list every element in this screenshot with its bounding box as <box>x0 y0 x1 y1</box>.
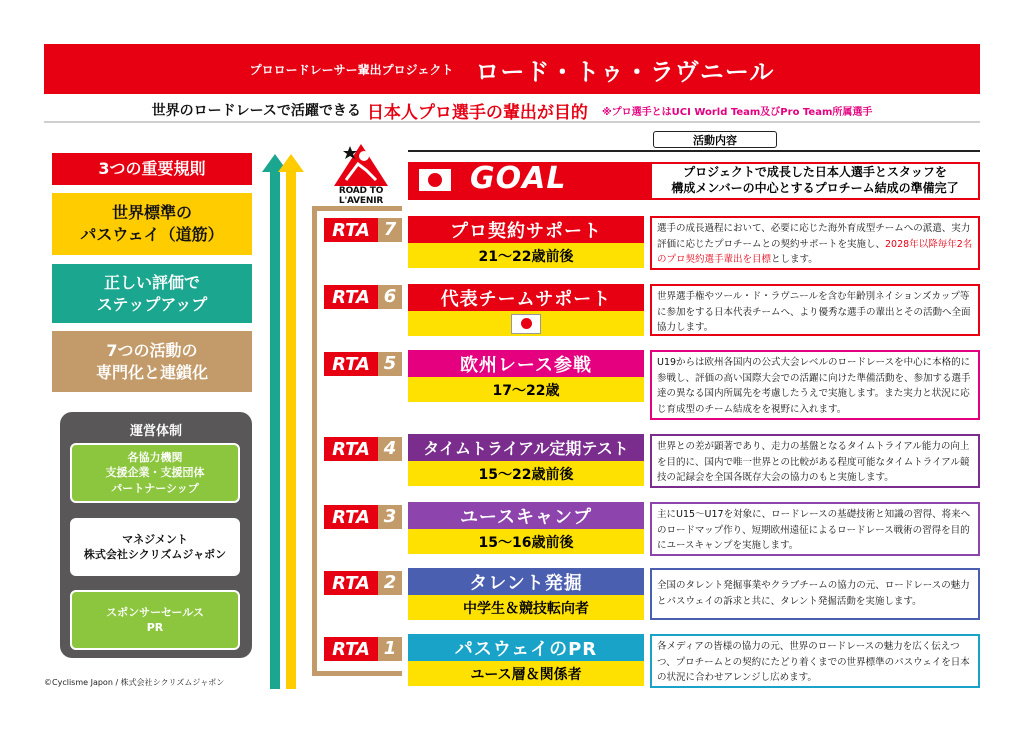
management-card-management <box>70 518 240 576</box>
rta-word: RTA <box>332 219 370 241</box>
management-card-partners <box>70 443 240 503</box>
goal-desc-line: プロジェクトで成長した日本人選手とスタッフを <box>683 165 947 180</box>
japan-flag-dot <box>428 173 442 187</box>
card-line: PR <box>146 621 164 634</box>
rta-tag-7 <box>324 218 402 242</box>
japan-flag-icon <box>511 314 541 334</box>
banner-title: ロード・トゥ・ラヴニール <box>475 57 775 86</box>
desc-highlight: 2028年以降毎年2名のプロ契約選手輩出を目標 <box>657 238 973 266</box>
stage-sub-6 <box>408 311 644 336</box>
stage-desc-4: 世界との差が顕著であり、走力の基盤となるタイムトライアル能力の向上を目的に、国内で唯一世界との比較がある程度可能なタイムトライアル競技の記録会を全国各既存大会の協力のもと実施します。 <box>650 434 980 488</box>
card-line: スポンサーセールス <box>106 605 204 619</box>
pillar-seven-activities <box>52 331 252 392</box>
stage-sub-4: 15〜22歳前後 <box>408 461 644 486</box>
logo-text: ROAD TO L'AVENIR <box>338 186 384 206</box>
stage-sub-7: 21〜22歳前後 <box>408 243 644 268</box>
up-arrow-yellow-icon <box>278 154 304 689</box>
rta-word: RTA <box>332 506 370 528</box>
stage-sub-5: 17〜22歳 <box>408 377 644 402</box>
activity-label: 活動内容 <box>653 131 777 148</box>
rta-number: 3 <box>378 505 402 529</box>
subtitle-part-a: 世界のロードレースで活躍できる <box>151 103 361 119</box>
rta-number: 4 <box>378 437 402 461</box>
management-card-sponsor <box>70 590 240 650</box>
stage-desc-7 <box>650 216 980 270</box>
card-line: 株式会社シクリズムジャポン <box>83 548 227 561</box>
rta-tag-6 <box>324 285 402 309</box>
stage-title-7: プロ契約サポート <box>408 216 644 243</box>
card-line: 各協力機関 <box>127 450 183 464</box>
stage-title-3: ユースキャンプ <box>408 502 644 529</box>
copyright: ©Cyclisme Japon / 株式会社シクリズムジャポン <box>44 678 225 687</box>
pillar-text: 世界標準の <box>111 203 192 223</box>
pillar-world-pathway <box>52 193 252 255</box>
rta-word: RTA <box>332 286 370 308</box>
activity-divider <box>408 150 980 152</box>
card-line: マネジメント <box>122 532 188 546</box>
stage-sub-1: ユース層＆関係者 <box>408 661 644 686</box>
goal-desc-line: 構成メンバーの中心とするプロチーム結成の準備完了 <box>671 181 959 195</box>
subtitle-row <box>44 99 980 123</box>
pillar-text: 7つの活動の <box>106 340 198 360</box>
pillar-step-up <box>52 264 252 323</box>
goal-title: GOAL <box>470 161 567 196</box>
rta-number: 6 <box>378 285 402 309</box>
stage-desc-3: 主にU15〜U17を対象に、ロードレースの基礎技術と知識の習得、将来へのロードマップ作り、短期欧州遠征によるロードレース戦術の習得を目的にユースキャンプを実施します。 <box>650 502 980 556</box>
rta-number: 7 <box>378 218 402 242</box>
rta-word: RTA <box>332 572 370 594</box>
rta-tag-3 <box>324 505 402 529</box>
rta-number: 2 <box>378 571 402 595</box>
stage-desc-2: 全国のタレント発掘事業やクラブチームの協力の元、ロードレースの魅力とパスウェイの訴求と共に、タレント発掘活動を実施します。 <box>650 568 980 620</box>
pillar-important-rules <box>52 153 252 185</box>
pillar-text: パスウェイ（道筋） <box>80 225 224 244</box>
stage-sub-2: 中学生＆競技転向者 <box>408 595 644 620</box>
card-line: パートナーシップ <box>111 481 199 495</box>
pillar-text: 専門化と連鎖化 <box>95 362 208 382</box>
stage-sub-3: 15〜16歳前後 <box>408 529 644 554</box>
rta-word: RTA <box>332 353 370 375</box>
stage-title-1: パスウェイのPR <box>408 634 644 661</box>
rta-word: RTA <box>332 638 370 660</box>
pillar-text: 3つの重要規則 <box>98 159 206 179</box>
stage-desc-1: 各メディアの皆様の協力の元、世界のロードレースの魅力を広く伝えつつ、プロチームとの契約にたどり着くまでの世界標準のパスウェイを日本の状況に合わせアレンジし広めます。 <box>650 634 980 688</box>
management-title: 運営体制 <box>129 424 182 439</box>
stage-title-6: 代表チームサポート <box>408 284 644 311</box>
card-line: 支援企業・支援団体 <box>105 466 205 480</box>
pillar-text: 正しい評価で <box>103 272 200 292</box>
desc-text: 選手の成長過程において、必要に応じた海外育成型チームへの派遣、実力評価に応じたプロチームとの契約サポートを実施し、 <box>657 223 971 250</box>
goal-description <box>650 162 980 200</box>
rta-tag-1 <box>324 637 402 661</box>
rta-number: 1 <box>378 637 402 661</box>
rta-number: 5 <box>378 352 402 376</box>
stage-desc-6: 世界選手権やツール・ド・ラヴニールを含む年齢別ネイションズカップ等に参加をする日本代表チームへ、より優秀な選手の輩出とその活動へ全面協力します。 <box>650 284 980 336</box>
rta-tag-2 <box>324 571 402 595</box>
rta-tag-4 <box>324 437 402 461</box>
title-banner <box>44 44 980 94</box>
stage-title-2: タレント発掘 <box>408 568 644 595</box>
subtitle-note: ※プロ選手とはUCI World Team及びPro Team所属選手 <box>601 106 873 118</box>
rta-tag-5 <box>324 352 402 376</box>
banner-pretitle: プロロードレーサー輩出プロジェクト <box>249 62 454 77</box>
stage-title-4: タイムトライアル定期テスト <box>408 434 644 461</box>
stage-title-5: 欧州レース参戦 <box>408 350 644 377</box>
subtitle-part-b: 日本人プロ選手の輩出が目的 <box>366 102 588 123</box>
rta-word: RTA <box>332 438 370 460</box>
pillar-text: ステップアップ <box>96 294 208 314</box>
stage-desc-5: U19からは欧州各国内の公式大会レベルのロードレースを中心に本格的に参戦し、評価の高い国際大会での活躍に向けた準備活動を、参加する選手達の異なる国内所属先を考慮したうえで実施します。また実力と状況に応じ育成型のチーム結成をを視野に入れます。 <box>650 350 980 420</box>
desc-text: とします。 <box>771 254 818 266</box>
